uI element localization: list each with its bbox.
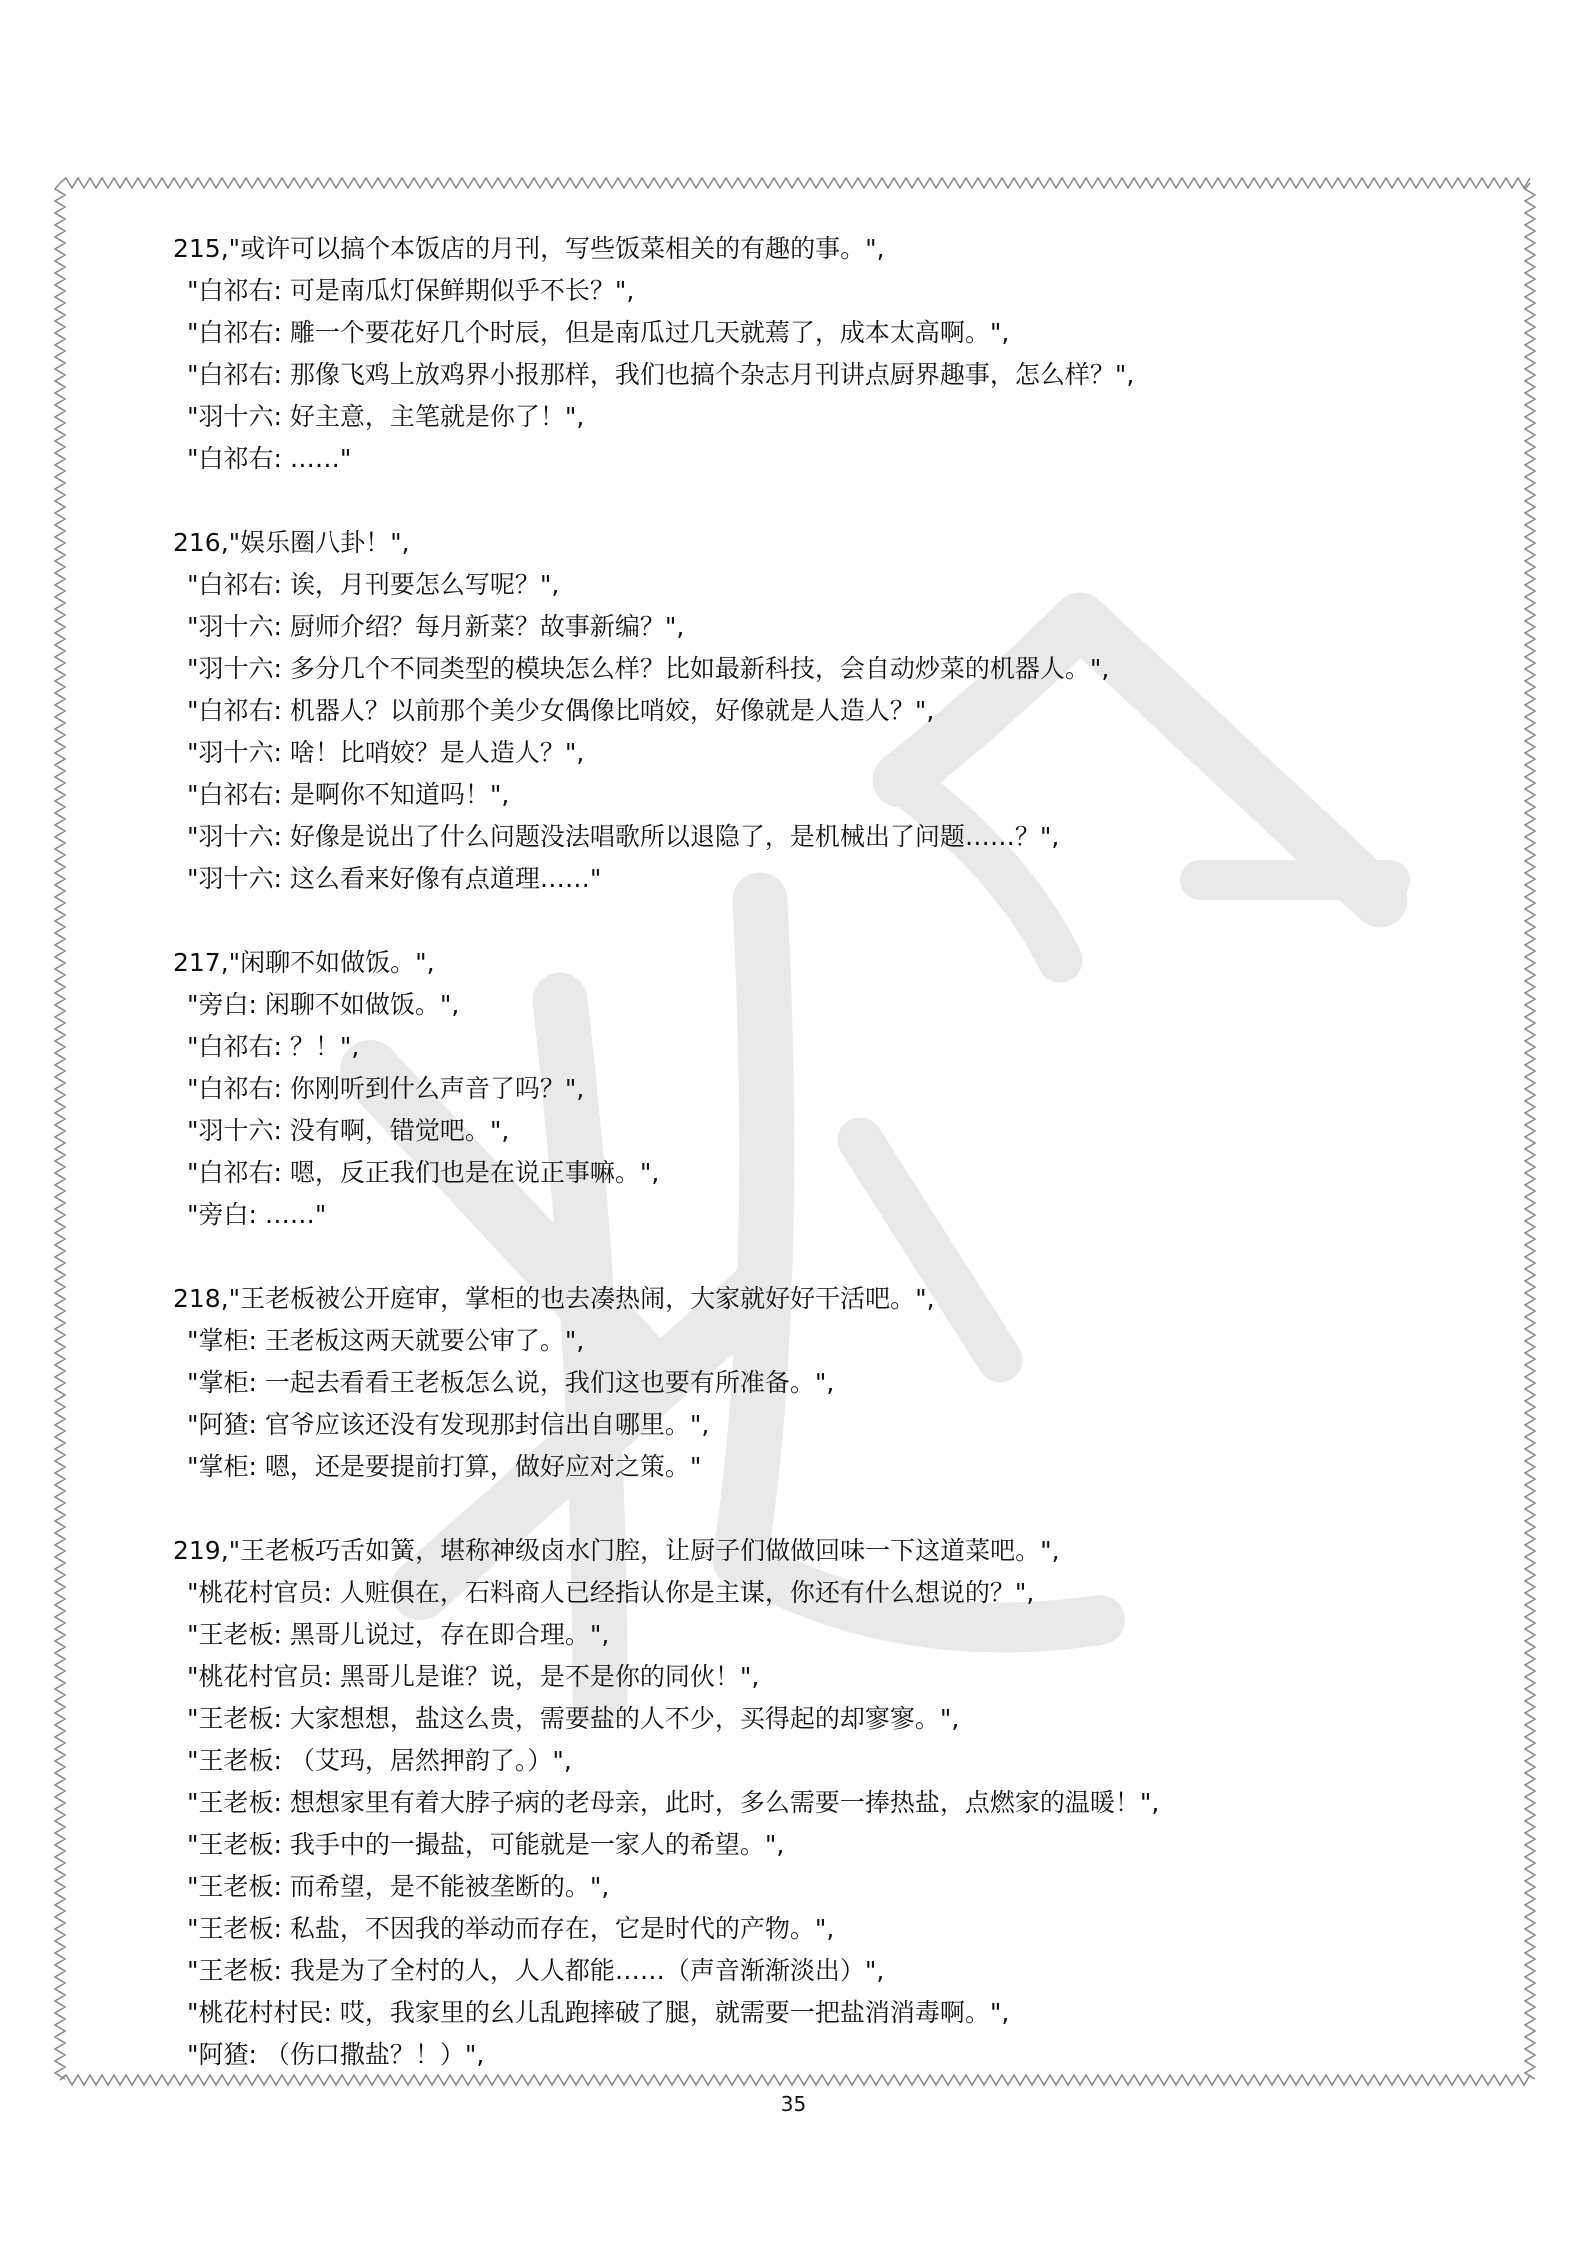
dialogue-line: "白祁右: 诶，月刊要怎么写呢？", [187,570,560,599]
dialogue-line: "阿猹: （伤口撒盐？！）", [187,2040,485,2069]
document-body [173,228,1493,2118]
dialogue-line: "王老板: 而希望，是不能被垄断的。", [187,1872,610,1901]
dialogue-line: "白祁右: 雕一个要花好几个时辰，但是南瓜过几天就蔫了，成本太高啊。", [187,318,1010,347]
dialogue-line: "白祁右: ？！", [187,1032,360,1061]
entry-heading: 215,"或许可以搞个本饭店的月刊，写些饭菜相关的有趣的事。", [173,234,885,263]
dialogue-line: "王老板: 大家想想，盐这么贵，需要盐的人不少，买得起的却寥寥。", [187,1704,960,1733]
dialogue-line: "羽十六: 多分几个不同类型的模块怎么样？比如最新科技，会自动炒菜的机器人。", [187,654,1110,683]
dialogue-line: "王老板: （艾玛，居然押韵了。）", [187,1746,572,1775]
entry-216 [173,522,1493,900]
dialogue-line: "羽十六: 厨师介绍？每月新菜？故事新编？", [187,612,685,641]
dialogue-line: "王老板: 私盐，不因我的举动而存在，它是时代的产物。", [187,1914,835,1943]
entry-217 [173,942,1493,1236]
entry-heading: 217,"闲聊不如做饭。", [173,948,435,977]
dialogue-line: "旁白: ……" [187,1200,327,1229]
dialogue-line: "阿猹: 官爷应该还没有发现那封信出自哪里。", [187,1410,710,1439]
dialogue-line: "掌柜: 一起去看看王老板怎么说，我们这也要有所准备。", [187,1368,835,1397]
dialogue-line: "白祁右: 是啊你不知道吗！", [187,780,510,809]
dialogue-line: "羽十六: 好主意，主笔就是你了！", [187,402,585,431]
dialogue-line: "羽十六: 没有啊，错觉吧。", [187,1116,510,1145]
entry-heading: 218,"王老板被公开庭审，掌柜的也去凑热闹，大家就好好干活吧。", [173,1284,935,1313]
dialogue-line: "羽十六: 啥！比哨姣？是人造人？", [187,738,585,767]
page-number: 35 [780,2092,807,2116]
dialogue-line: "白祁右: ……" [187,444,352,473]
dialogue-line: "羽十六: 这么看来好像有点道理……" [187,864,602,893]
dialogue-line: "掌柜: 王老板这两天就要公审了。", [187,1326,585,1355]
dialogue-line: "白祁右: 你刚听到什么声音了吗？", [187,1074,585,1103]
dialogue-line: "白祁右: 嗯，反正我们也是在说正事嘛。", [187,1158,660,1187]
dialogue-line: "旁白: 闲聊不如做饭。", [187,990,460,1019]
dialogue-line: "桃花村官员: 人赃俱在，石料商人已经指认你是主谋，你还有什么想说的？", [187,1578,1035,1607]
dialogue-line: "王老板: 我是为了全村的人，人人都能……（声音渐渐淡出）", [187,1956,885,1985]
dialogue-line: "羽十六: 好像是说出了什么问题没法唱歌所以退隐了，是机械出了问题……？", [187,822,1060,851]
entry-heading: 219,"王老板巧舌如簧，堪称神级卤水门腔，让厨子们做做回味一下这道菜吧。", [173,1536,1060,1565]
dialogue-line: "白祁右: 机器人？以前那个美少女偶像比哨姣，好像就是人造人？", [187,696,935,725]
entry-heading: 216,"娱乐圈八卦！", [173,528,410,557]
dialogue-line: "桃花村官员: 黑哥儿是谁？说，是不是你的同伙！", [187,1662,760,1691]
dialogue-line: "白祁右: 可是南瓜灯保鲜期似乎不长？", [187,276,635,305]
dialogue-line: "桃花村村民: 哎，我家里的幺儿乱跑摔破了腿，就需要一把盐消消毒啊。", [187,1998,1010,2027]
dialogue-line: "白祁右: 那像飞鸡上放鸡界小报那样，我们也搞个杂志月刊讲点厨界趣事，怎么样？", [187,360,1135,389]
dialogue-line: "王老板: 我手中的一撮盐，可能就是一家人的希望。", [187,1830,785,1859]
dialogue-line: "掌柜: 嗯，还是要提前打算，做好应对之策。" [187,1452,702,1481]
entry-219 [173,1530,1493,2076]
entry-215 [173,228,1493,480]
entry-218 [173,1278,1493,1488]
dialogue-line: "王老板: 黑哥儿说过，存在即合理。", [187,1620,610,1649]
dialogue-line: "王老板: 想想家里有着大脖子病的老母亲，此时，多么需要一捧热盐，点燃家的温暖！", [187,1788,1160,1817]
